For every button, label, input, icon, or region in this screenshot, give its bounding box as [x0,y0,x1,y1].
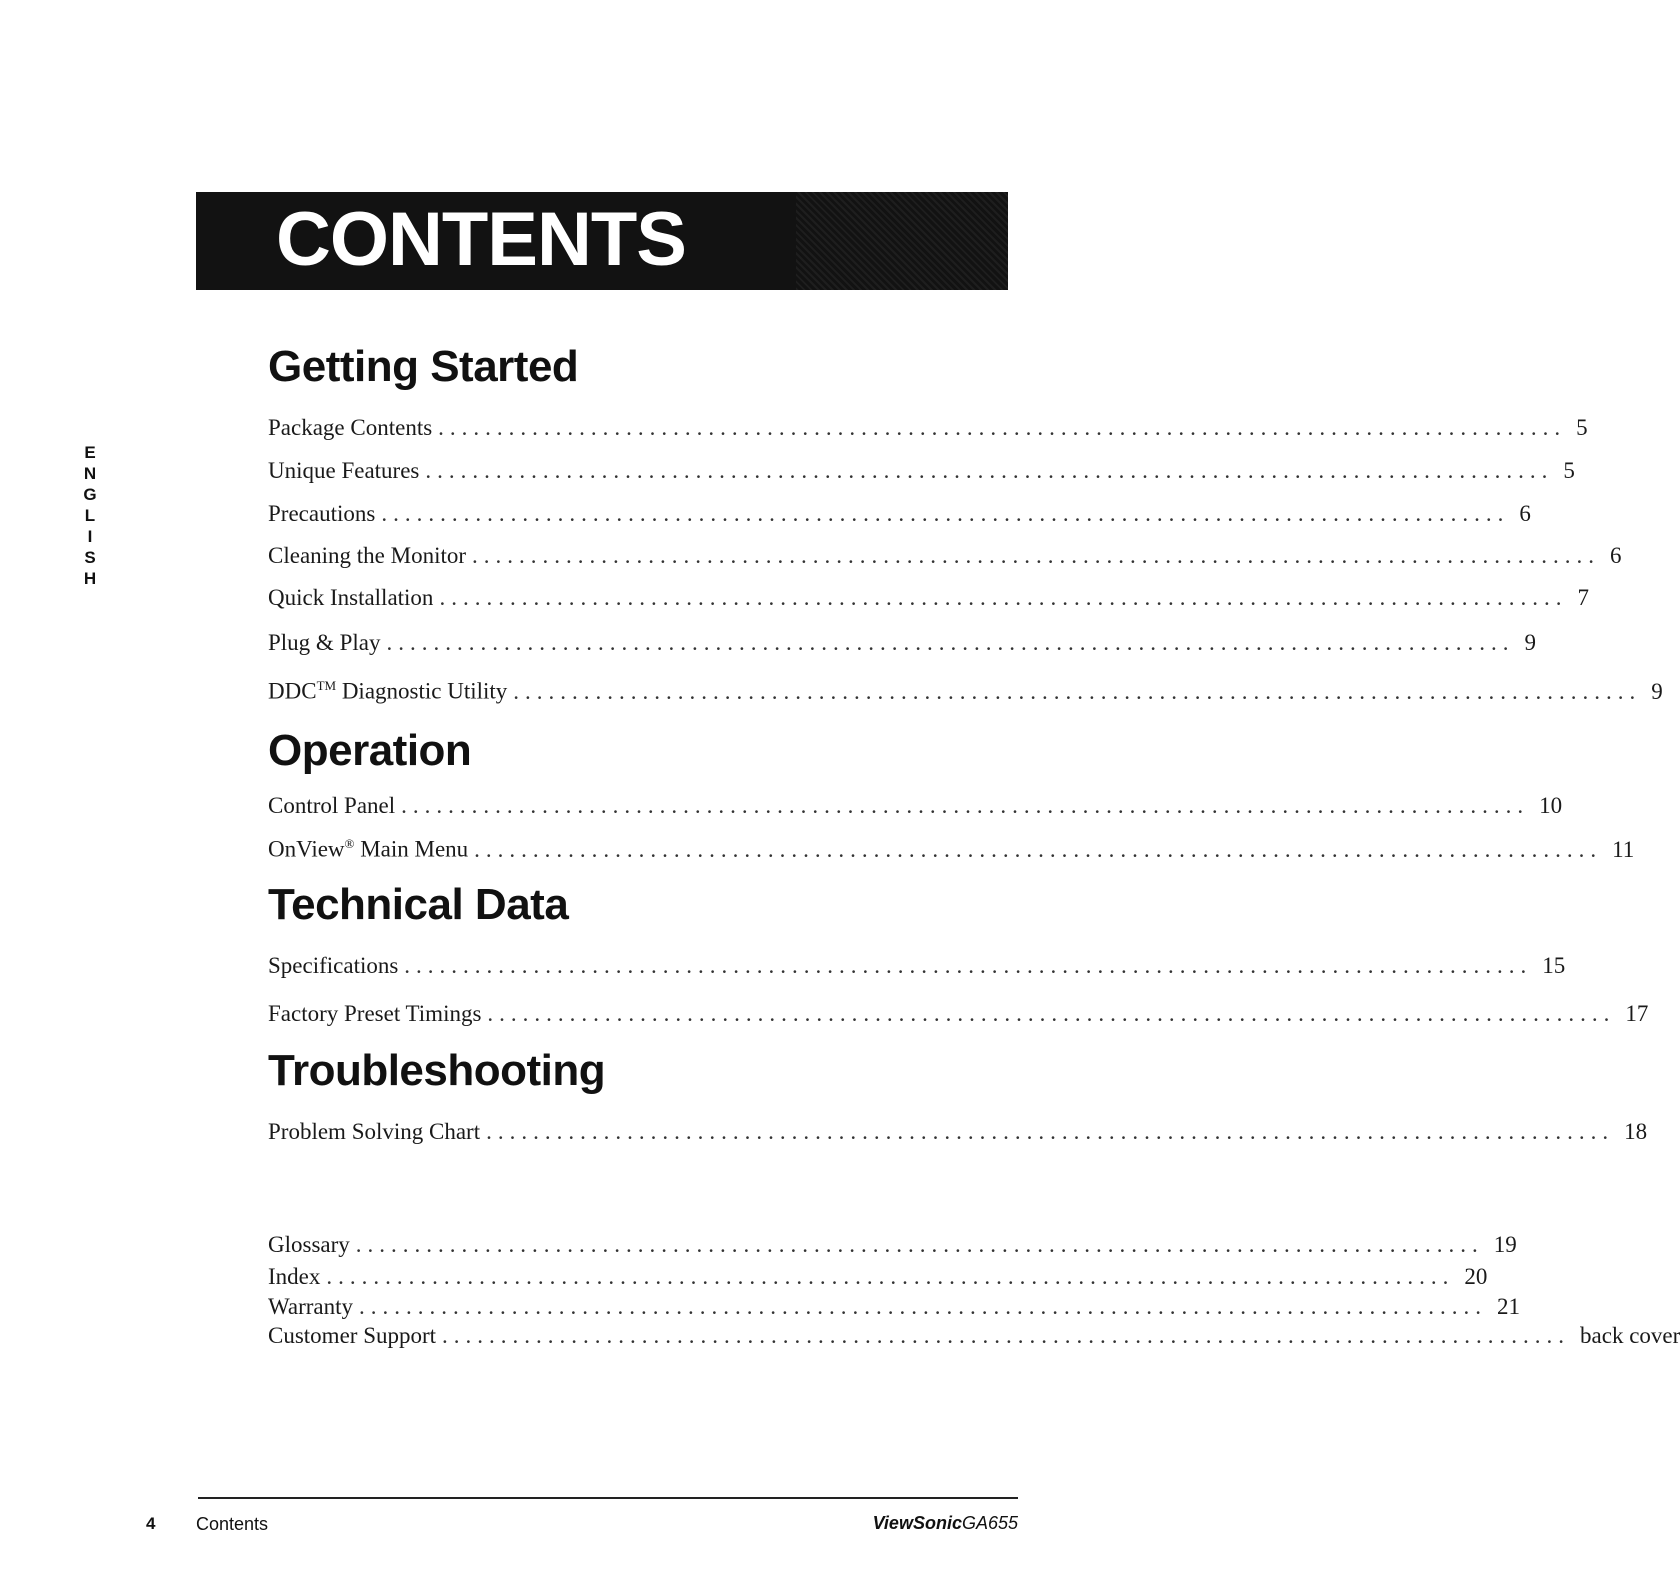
toc-entry-label: Cleaning the Monitor [268,543,467,568]
toc-entry[interactable] [268,415,1588,445]
toc-entry-page: 18 [1624,1119,1648,1144]
toc-entry-page: 5 [1563,458,1575,483]
toc-entry-page: 5 [1576,415,1588,440]
footer-product [873,1513,1018,1534]
toc-entry[interactable] [268,1323,1680,1353]
label-main: OnView [268,836,345,862]
toc-entry-label: Problem Solving Chart [268,1119,481,1144]
toc-entry[interactable] [268,458,1575,488]
dot-leader: ................................................................................................ [425,458,1554,483]
dot-leader: ................................................................................................ [359,1294,1487,1319]
dot-leader: ................................................................................................ [474,836,1603,862]
toc-entry-label [268,678,507,705]
toc-entry[interactable] [268,793,1563,823]
toc-entry-label: Customer Support [268,1323,437,1348]
toc-entry-page: 11 [1612,836,1635,862]
side-letter: N [83,464,97,483]
dot-leader: ................................................................................................ [401,793,1530,818]
dot-leader: ................................................................................................ [486,1119,1615,1144]
dot-leader: ................................................................................................ [386,630,1515,655]
dot-leader: ................................................................................................ [404,953,1533,978]
toc-entry-page: 19 [1493,1232,1517,1257]
toc-entry-page: 20 [1464,1264,1488,1289]
dot-leader: ................................................................................................ [472,543,1601,568]
toc-entry-label: Plug & Play [268,630,381,655]
toc-entry-label: Control Panel [268,793,396,818]
toc-entry-page: 21 [1497,1294,1520,1319]
toc-entry[interactable] [268,1294,1520,1324]
toc-entry[interactable] [268,501,1531,531]
toc-entry-label: Index [268,1264,321,1289]
contents-banner [196,192,1008,290]
toc-entry-label: Quick Installation [268,585,434,610]
toc-entry-page: 10 [1539,793,1563,818]
toc-entry-page: 7 [1577,585,1589,610]
footer-section-name: Contents [196,1514,269,1534]
page-number: 4 [146,1514,156,1533]
banner-title: CONTENTS [276,197,686,282]
toc-entry-page: 6 [1610,543,1622,568]
toc-entry-label: Unique Features [268,458,420,483]
side-letter: G [83,485,97,504]
toc-entry-label: Precautions [268,501,376,526]
dot-leader: ................................................................................................ [487,1001,1616,1026]
toc-entry[interactable] [268,585,1589,615]
toc-entry-page: back cover [1580,1323,1680,1348]
toc-entry-page: 15 [1542,953,1566,978]
toc-entry[interactable] [268,630,1536,660]
model-name: GA655 [961,1513,1018,1533]
registered-mark: ® [344,836,355,851]
footer-rule [198,1497,1018,1499]
dot-leader: ................................................................................................ [439,585,1568,610]
trademark-mark: TM [316,678,337,693]
dot-leader: ................................................................................................ [513,678,1642,704]
toc-entry-page: 9 [1524,630,1536,655]
toc-entry[interactable] [268,836,1635,866]
toc-entry-page: 17 [1625,1001,1649,1026]
dot-leader: ................................................................................................ [381,501,1510,526]
toc-entry-page: 9 [1651,678,1663,704]
dot-leader: ................................................................................................ [442,1323,1571,1348]
toc-entry-label [268,836,468,863]
toc-entry[interactable] [268,953,1566,983]
label-main: DDC [268,678,317,704]
side-letter: H [83,569,97,588]
dot-leader: ................................................................................................ [355,1232,1484,1257]
toc-entry-page: 6 [1519,501,1531,526]
toc-entry[interactable] [268,1232,1517,1262]
language-side-label [78,442,102,589]
dot-leader: ................................................................................................ [326,1264,1455,1289]
side-letter: E [84,443,96,462]
toc-entry-label: Package Contents [268,415,433,440]
toc-entry-label: Glossary [268,1232,350,1257]
dot-leader: ................................................................................................ [438,415,1567,440]
side-letter: I [87,527,93,546]
toc-entry[interactable] [268,543,1622,573]
section-title-getting-started: Getting Started [268,342,579,391]
toc-entry[interactable] [268,678,1663,708]
label-rest: Main Menu [354,836,469,862]
side-letter: S [84,548,96,567]
section-title-troubleshooting: Troubleshooting [268,1046,606,1095]
toc-entry-label: Specifications [268,953,399,978]
section-title-operation: Operation [268,726,472,775]
brand-name: ViewSonic [872,1513,962,1533]
section-title-technical-data: Technical Data [268,880,569,929]
side-letter: L [84,506,96,525]
toc-entry[interactable] [268,1001,1649,1031]
toc-entry-label: Factory Preset Timings [268,1001,482,1026]
toc-entry[interactable] [268,1264,1488,1294]
toc-entry[interactable] [268,1119,1648,1149]
toc-entry-label: Warranty [268,1294,353,1319]
label-rest: Diagnostic Utility [336,678,508,704]
